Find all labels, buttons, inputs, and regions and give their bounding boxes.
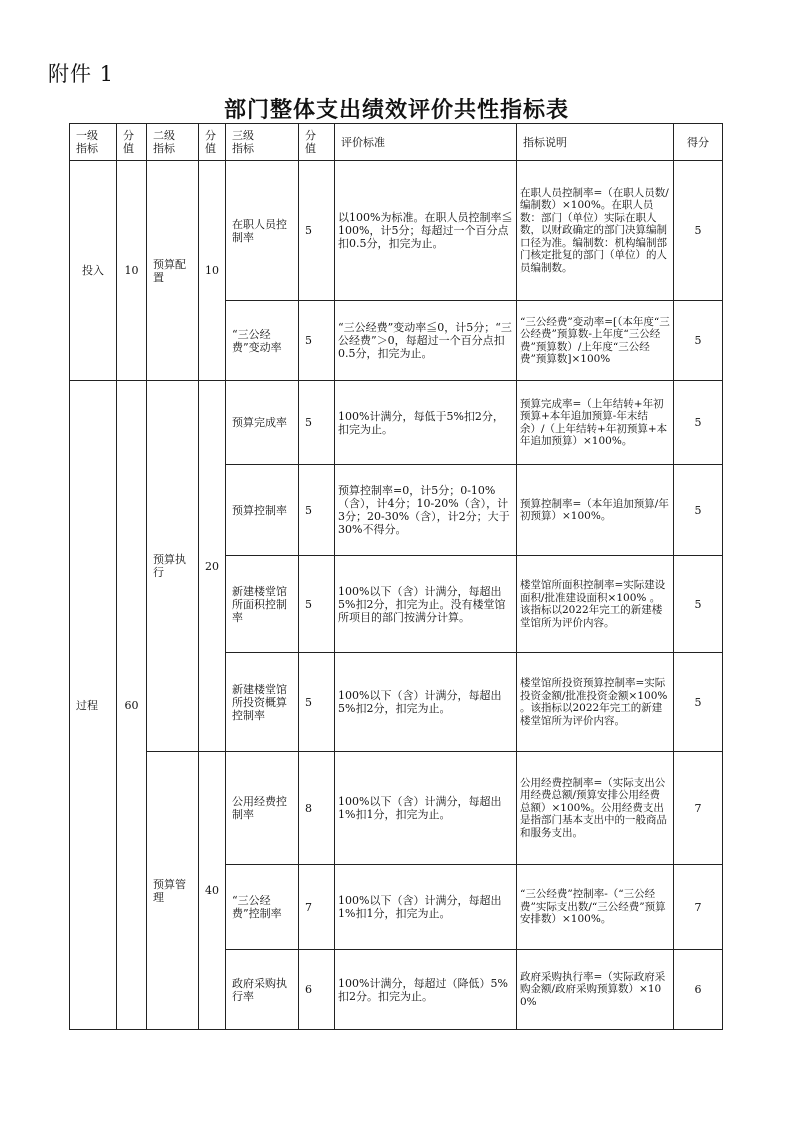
- score3-cell: 7: [299, 865, 335, 950]
- explanation-cell: “三公经费”变动率=[（本年度“三公经费”预算数-上年度“三公经费”预算数）/上年度“三公经费”预算数]×100%: [517, 301, 674, 381]
- score3-cell: 5: [299, 161, 335, 301]
- score1-cell: 10: [117, 161, 147, 381]
- score2-cell: 10: [199, 161, 226, 381]
- criteria-cell: 100%计满分，每低于5%扣2分，扣完为止。: [335, 381, 517, 465]
- attachment-label: 附件 1: [48, 62, 115, 86]
- criteria-cell: “三公经费”变动率≦0，计5分；“三公经费”＞0，每超过一个百分点扣0.5分，扣完为止。: [335, 301, 517, 381]
- score3-cell: 8: [299, 752, 335, 865]
- points-cell: 5: [674, 161, 723, 301]
- header-score1: 分 值: [117, 124, 147, 161]
- header-score3: 分 值: [299, 124, 335, 161]
- table-row: [70, 381, 723, 465]
- explanation-cell: 楼堂馆所投资预算控制率=实际投资金额/批准投资金额×100% 。该指标以2022年完工的新建楼堂馆所为评价内容。: [517, 653, 674, 752]
- header-level3: 三级 指标: [226, 124, 299, 161]
- score3-cell: 6: [299, 950, 335, 1030]
- score3-cell: 5: [299, 653, 335, 752]
- level3-cell: 政府采购执行率: [226, 950, 299, 1030]
- level3-cell: 新建楼堂馆所面积控制率: [226, 556, 299, 653]
- table-row: [70, 752, 723, 865]
- points-cell: 5: [674, 381, 723, 465]
- level3-cell: 在职人员控制率: [226, 161, 299, 301]
- points-cell: 5: [674, 465, 723, 556]
- level2-cell: 预算配置: [147, 161, 199, 381]
- criteria-cell: 预算控制率=0，计5分；0-10%（含），计4分；10-20%（含），计3分；20-30%（含），计2分；大于30%不得分。: [335, 465, 517, 556]
- level3-cell: 预算完成率: [226, 381, 299, 465]
- score3-cell: 5: [299, 381, 335, 465]
- level2-cell: 预算执行: [147, 381, 199, 752]
- level3-cell: 公用经费控制率: [226, 752, 299, 865]
- explanation-cell: 政府采购执行率=（实际政府采购金额/政府采购预算数）×100%: [517, 950, 674, 1030]
- criteria-cell: 100%计满分，每超过（降低）5%扣2分。扣完为止。: [335, 950, 517, 1030]
- criteria-cell: 100%以下（含）计满分，每超出5%扣2分，扣完为止。: [335, 653, 517, 752]
- score3-cell: 5: [299, 301, 335, 381]
- points-cell: 5: [674, 653, 723, 752]
- explanation-cell: 预算完成率=（上年结转+年初预算+本年追加预算-年末结余）/（上年结转+年初预算+本年追加预算）×100%。: [517, 381, 674, 465]
- level3-cell: 预算控制率: [226, 465, 299, 556]
- explanation-cell: 公用经费控制率=（实际支出公用经费总额/预算安排公用经费总额）×100%。公用经费支出是指部门基本支出中的一般商品和服务支出。: [517, 752, 674, 865]
- header-explanation: 指标说明: [517, 124, 674, 161]
- points-cell: 5: [674, 301, 723, 381]
- header-level1: 一级 指标: [70, 124, 117, 161]
- score2-cell: 20: [199, 381, 226, 752]
- criteria-cell: 以100%为标准。在职人员控制率≦100%，计5分；每超过一个百分点扣0.5分，扣完为止。: [335, 161, 517, 301]
- header-row: [70, 124, 723, 161]
- level3-cell: “三公经费”变动率: [226, 301, 299, 381]
- criteria-cell: 100%以下（含）计满分，每超出1%扣1分，扣完为止。: [335, 752, 517, 865]
- level1-cell: 投入: [70, 161, 117, 381]
- header-criteria: 评价标准: [335, 124, 517, 161]
- score1-cell: 60: [117, 381, 147, 1030]
- explanation-cell: 在职人员控制率=（在职人员数/编制数）×100%。在职人员数：部门（单位）实际在职人数，以财政确定的部门决算编制口径为准。编制数：机构编制部门核定批复的部门（单位）的人员编制数。: [517, 161, 674, 301]
- page-title: 部门整体支出绩效评价共性指标表: [223, 98, 569, 123]
- points-cell: 7: [674, 752, 723, 865]
- explanation-cell: 楼堂馆所面积控制率=实际建设面积/批准建设面积×100% 。该指标以2022年完工的新建楼堂馆所为评价内容。: [517, 556, 674, 653]
- score2-cell: 40: [199, 752, 226, 1030]
- level1-cell: 过程: [70, 381, 117, 1030]
- table-row: [70, 161, 723, 301]
- criteria-cell: 100%以下（含）计满分，每超出1%扣1分，扣完为止。: [335, 865, 517, 950]
- points-cell: 5: [674, 556, 723, 653]
- criteria-cell: 100%以下（含）计满分，每超出5%扣2分，扣完为止。没有楼堂馆所项目的部门按满分计算。: [335, 556, 517, 653]
- score3-cell: 5: [299, 556, 335, 653]
- indicator-table: [69, 123, 723, 1030]
- score3-cell: 5: [299, 465, 335, 556]
- level3-cell: 新建楼堂馆所投资概算控制率: [226, 653, 299, 752]
- points-cell: 6: [674, 950, 723, 1030]
- points-cell: 7: [674, 865, 723, 950]
- explanation-cell: 预算控制率=（本年追加预算/年初预算）×100%。: [517, 465, 674, 556]
- header-points: 得分: [674, 124, 723, 161]
- level3-cell: “三公经费”控制率: [226, 865, 299, 950]
- level2-cell: 预算管理: [147, 752, 199, 1030]
- explanation-cell: “三公经费”控制率-（“三公经费”实际支出数/“三公经费”预算安排数）×100%。: [517, 865, 674, 950]
- header-level2: 二级 指标: [147, 124, 199, 161]
- header-score2: 分 值: [199, 124, 226, 161]
